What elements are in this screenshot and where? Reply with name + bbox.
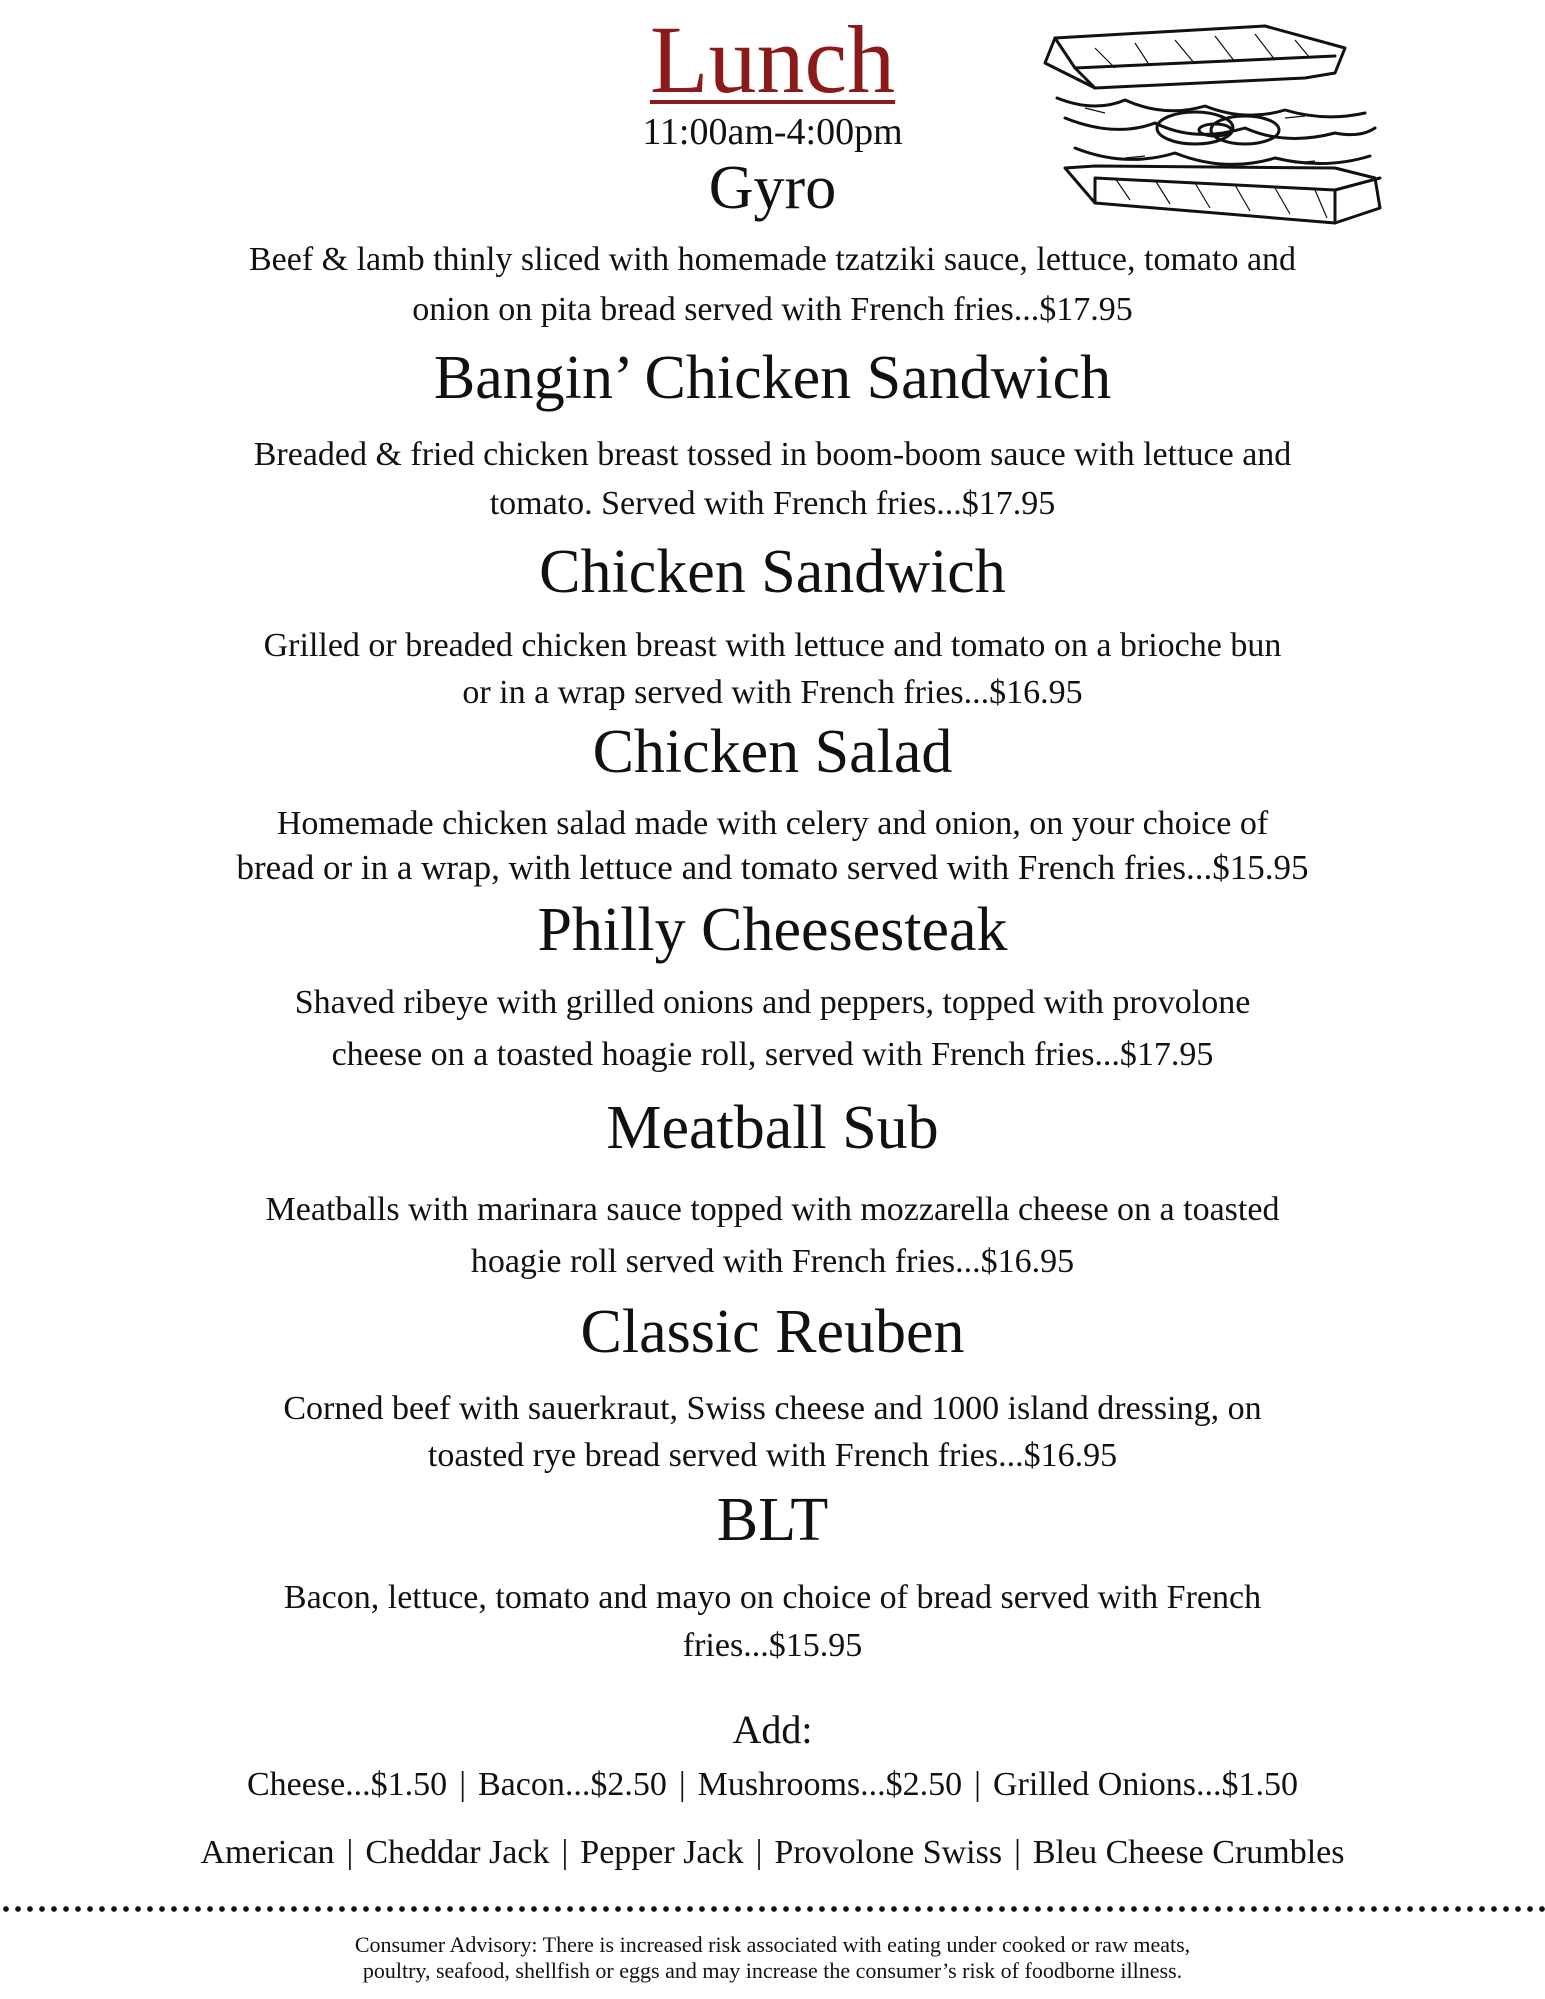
item-description: Bacon, lettuce, tomato and mayo on choice of bread served with French: [283, 1579, 1262, 1616]
add-ons-label: Add:: [732, 1707, 813, 1752]
item-description: bread or in a wrap, with lettuce and tomato served with French fries...$15.95: [236, 848, 1309, 887]
add-ons-list: [0, 1762, 1545, 1808]
item-description: onion on pita bread served with French fries...$17.95: [412, 291, 1133, 328]
consumer-advisory-line: Consumer Advisory: There is increased risk associated with eating under cooked or raw meats,: [354, 1932, 1191, 1957]
cheese-option: Bleu Cheese Crumbles: [1032, 1834, 1345, 1871]
item-name: Gyro: [708, 154, 837, 222]
item-description: Meatballs with marinara sauce topped with mozzarella cheese on a toasted: [265, 1191, 1280, 1228]
item-name: BLT: [716, 1486, 829, 1554]
cheese-option: American: [200, 1834, 335, 1871]
item-description: Breaded & fried chicken breast tossed in boom-boom sauce with lettuce and: [253, 436, 1292, 473]
add-on-option: Bacon...$2.50: [478, 1766, 667, 1803]
item-name: Bangin’ Chicken Sandwich: [433, 344, 1112, 412]
cheese-option: Pepper Jack: [580, 1834, 744, 1871]
separator: |: [1014, 1834, 1021, 1871]
cheese-option: Cheddar Jack: [365, 1834, 550, 1871]
item-description: toasted rye bread served with French fries...$16.95: [427, 1437, 1118, 1474]
dotted-divider: [0, 1905, 1545, 1913]
add-on-option: Grilled Onions...$1.50: [992, 1766, 1298, 1803]
item-name: Chicken Sandwich: [539, 538, 1006, 606]
item-name: Classic Reuben: [580, 1298, 965, 1366]
item-name: Chicken Salad: [592, 718, 953, 786]
menu-title: Lunch: [649, 6, 896, 113]
separator: |: [678, 1766, 686, 1803]
item-description: Corned beef with sauerkraut, Swiss cheese and 1000 island dressing, on: [283, 1390, 1262, 1427]
item-name: Philly Cheesesteak: [537, 896, 1008, 964]
item-description: or in a wrap served with French fries...$16.95: [462, 674, 1083, 711]
item-description: Shaved ribeye with grilled onions and peppers, topped with provolone: [294, 984, 1251, 1021]
separator: |: [346, 1834, 354, 1871]
separator: |: [755, 1834, 763, 1871]
separator: |: [561, 1834, 569, 1871]
item-description: cheese on a toasted hoagie roll, served with French fries...$17.95: [331, 1036, 1214, 1073]
cheese-option: Provolone Swiss: [774, 1834, 1003, 1871]
separator: |: [974, 1766, 981, 1803]
item-description: fries...$15.95: [682, 1627, 863, 1664]
item-description: hoagie roll served with French fries...$16.95: [470, 1243, 1075, 1280]
consumer-advisory-line: poultry, seafood, shellfish or eggs and may increase the consumer’s risk of foodborne illness.: [362, 1958, 1183, 1983]
menu-hours: 11:00am-4:00pm: [642, 111, 903, 153]
item-description: Beef & lamb thinly sliced with homemade tzatziki sauce, lettuce, tomato and: [248, 241, 1297, 278]
add-on-option: Mushrooms...$2.50: [697, 1766, 963, 1803]
cheese-options-list: [0, 1830, 1545, 1876]
add-on-option: Cheese...$1.50: [247, 1766, 448, 1803]
separator: |: [459, 1766, 466, 1803]
item-description: Grilled or breaded chicken breast with lettuce and tomato on a brioche bun: [263, 627, 1282, 664]
item-description: Homemade chicken salad made with celery and onion, on your choice of: [276, 805, 1269, 842]
item-name: Meatball Sub: [606, 1094, 939, 1162]
item-description: tomato. Served with French fries...$17.95: [489, 485, 1056, 522]
